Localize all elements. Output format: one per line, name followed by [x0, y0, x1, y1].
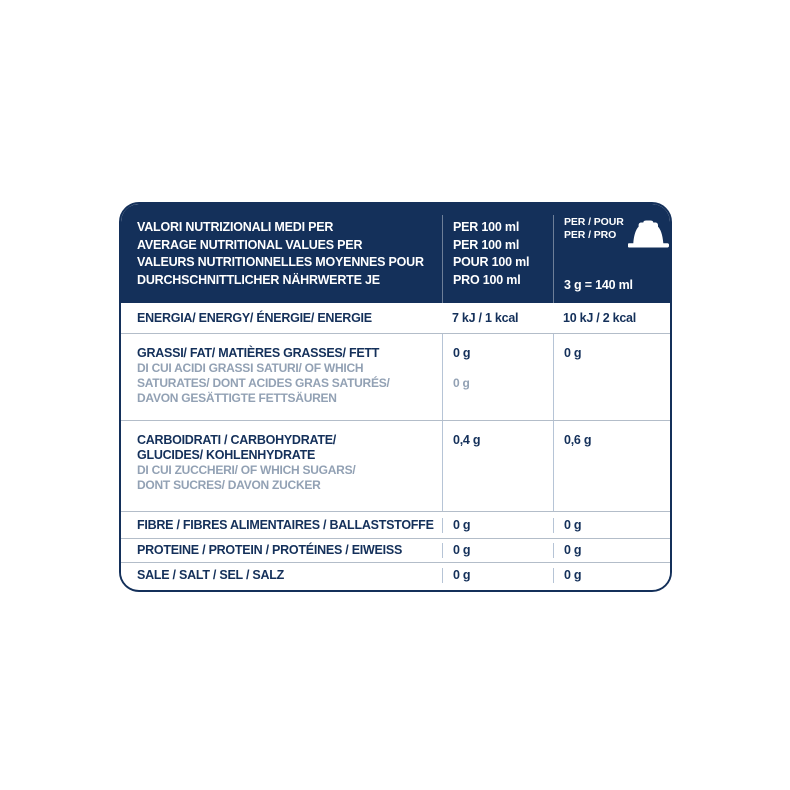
- row-value-per-capsule-fibre: [553, 518, 670, 533]
- row-label-fat: [121, 334, 442, 420]
- row-label-line: FIBRE / FIBRES ALIMENTAIRES / BALLASTSTOFFE: [137, 517, 434, 532]
- header-per100-line: PER 100 ml: [453, 237, 520, 252]
- row-label-salt: [121, 568, 442, 583]
- header-divider: [553, 215, 554, 303]
- row-value-per-capsule-protein: [553, 543, 670, 558]
- row-label-fibre: [121, 518, 442, 533]
- row-label-protein: [121, 543, 442, 558]
- value-per-100ml: 0,4 g: [453, 433, 481, 447]
- row-label-energy: [121, 311, 442, 326]
- value-per-capsule: 0,6 g: [564, 433, 592, 447]
- value-per-100ml: 0 g: [453, 346, 471, 360]
- row-label-line: ENERGIA/ ENERGY/ ÉNERGIE/ ENERGIE: [137, 310, 372, 325]
- row-value-per100ml-energy: [442, 311, 553, 326]
- table-row-carbohydrate: [121, 420, 670, 511]
- value-per-100ml: 0 g: [453, 543, 471, 557]
- row-value-per-capsule-salt: [553, 568, 670, 583]
- value-per-capsule: 0 g: [564, 568, 582, 582]
- row-value-per-capsule-fat: [553, 334, 670, 420]
- row-sublabel-line: DI CUI ZUCCHERI/ OF WHICH SUGARS/: [137, 463, 356, 477]
- value-per-100ml: 0 g: [453, 568, 471, 582]
- table-body: [121, 303, 670, 588]
- nutrition-facts-table: [119, 202, 672, 592]
- header-per100-line: PRO 100 ml: [453, 272, 521, 287]
- header-title-line: DURCHSCHNITTLICHER NÄHRWERTE JE: [137, 272, 380, 287]
- row-sublabel-line: DONT SUCRES/ DAVON ZUCKER: [137, 478, 321, 492]
- value-per-capsule: 0 g: [564, 517, 582, 532]
- header-title-line: AVERAGE NUTRITIONAL VALUES PER: [137, 237, 363, 252]
- value-per-capsule: 0 g: [564, 346, 582, 360]
- spacer: [453, 361, 553, 376]
- table-row-salt: [121, 562, 670, 588]
- table-header: [121, 204, 670, 303]
- row-value-per100ml-fat: [442, 334, 553, 420]
- header-per-capsule-column: [553, 204, 672, 303]
- row-sublabel-line: SATURATES/ DONT ACIDES GRAS SATURÉS/: [137, 376, 390, 390]
- row-sublabel-line: DAVON GESÄTTIGTE FETTSÄUREN: [137, 391, 337, 405]
- row-value-per100ml-fibre: [442, 518, 553, 533]
- row-label-line: SALE / SALT / SEL / SALZ: [137, 568, 285, 582]
- table-row-fibre: [121, 511, 670, 538]
- table-row-energy: [121, 303, 670, 333]
- value-per-100ml: 0 g: [453, 517, 471, 532]
- row-value-per100ml-salt: [442, 568, 553, 583]
- row-label-line: PROTEINE / PROTEIN / PROTÉINES / EIWEISS: [137, 543, 403, 557]
- header-title-line: VALEURS NUTRITIONNELLES MOYENNES POUR: [137, 255, 424, 269]
- header-per-100ml-column: [442, 204, 553, 303]
- header-divider: [442, 215, 443, 303]
- row-label-line: GLUCIDES/ KOHLENHYDRATE: [137, 448, 316, 462]
- capsule-equivalence: 3 g = 140 ml: [564, 278, 633, 292]
- header-title-line: VALORI NUTRIZIONALI MEDI PER: [137, 220, 334, 234]
- row-value-per100ml-carbohydrate: [442, 421, 553, 511]
- per-capsule-label: PER / PRO: [564, 229, 617, 241]
- table-row-protein: [121, 538, 670, 562]
- value-per-100ml: 7 kJ / 1 kcal: [452, 310, 519, 325]
- value-per-capsule: 10 kJ / 2 kcal: [563, 310, 636, 325]
- row-value-per-capsule-carbohydrate: [553, 421, 670, 511]
- row-label-carbohydrate: [121, 421, 442, 511]
- subvalue-per-100ml: 0 g: [453, 376, 470, 390]
- header-per100-line: PER 100 ml: [453, 220, 520, 234]
- row-label-line: GRASSI/ FAT/ MATIÈRES GRASSES/ FETT: [137, 346, 380, 360]
- row-label-line: CARBOIDRATI / CARBOHYDRATE/: [137, 433, 337, 447]
- value-per-capsule: 0 g: [564, 543, 582, 557]
- header-per100-line: POUR 100 ml: [453, 255, 530, 269]
- row-sublabel-line: DI CUI ACIDI GRASSI SATURI/ OF WHICH: [137, 361, 364, 375]
- per-capsule-label: PER / POUR: [564, 216, 624, 228]
- table-row-fat: [121, 333, 670, 420]
- row-value-per100ml-protein: [442, 543, 553, 558]
- header-title: [121, 204, 442, 303]
- capsule-icon: [628, 217, 669, 248]
- row-value-per-capsule-energy: [553, 311, 670, 326]
